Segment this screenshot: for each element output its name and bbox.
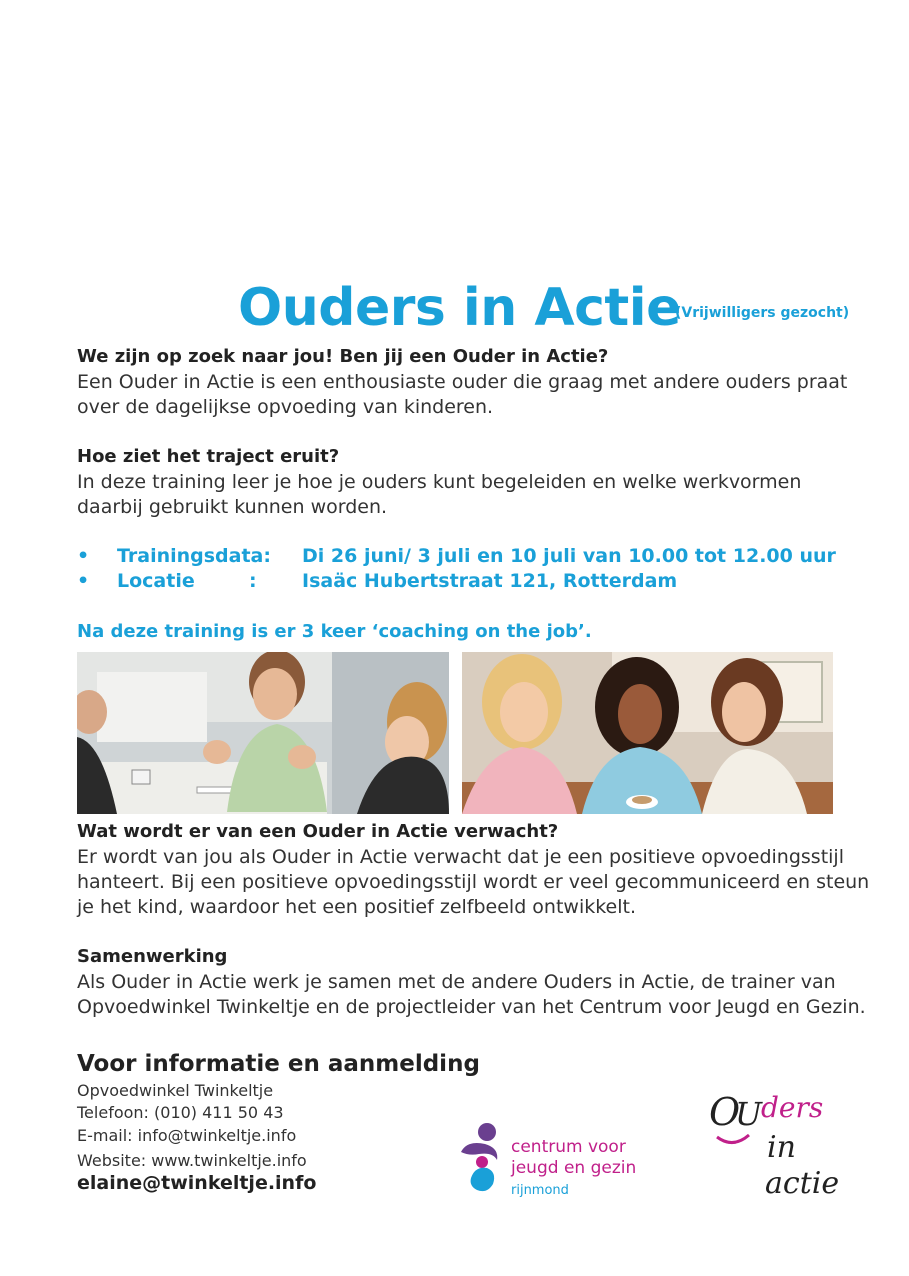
samenwerking-heading: Samenwerking (77, 946, 228, 967)
contact-phone: Telefoon: (010) 411 50 43 (77, 1103, 284, 1122)
cjg-logo-line2: jeugd en gezin (511, 1158, 637, 1178)
cjg-logo-line1: centrum voor (511, 1137, 626, 1157)
contact-heading: Voor informatie en aanmelding (77, 1051, 480, 1077)
traject-heading: Hoe ziet het traject eruit? (77, 446, 340, 467)
bullet-label-locatie: Locatie (117, 570, 195, 592)
cjg-logo-line3: rijnmond (511, 1183, 569, 1198)
contact-email: E-mail: info@twinkeltje.info (77, 1126, 297, 1145)
photo-women-coffee (462, 652, 833, 814)
traject-line: daarbij gebruikt kunnen worden. (77, 496, 388, 518)
contact-website: Website: www.twinkeltje.info (77, 1151, 307, 1170)
svg-text:actie: actie (765, 1166, 840, 1200)
photo-meeting (77, 652, 449, 814)
intro-text (77, 370, 847, 420)
cjg-logo-icon (457, 1122, 507, 1194)
intro-line: Een Ouder in Actie is een enthousiaste ouder die graag met andere ouders praat (77, 371, 848, 393)
svg-text:O: O (709, 1090, 741, 1134)
bullet-dot: • (77, 570, 90, 592)
traject-text (77, 470, 801, 520)
verwacht-line: je het kind, waardoor het een positief zelfbeeld ontwikkelt. (77, 896, 637, 918)
svg-text:ders: ders (761, 1091, 824, 1124)
samenwerking-text (77, 970, 866, 1020)
contact-email-bold: elaine@twinkeltje.info (77, 1172, 317, 1194)
page-subtitle: (Vrijwilligers gezocht) (675, 305, 850, 321)
bullet-dot: • (77, 545, 90, 567)
verwacht-heading: Wat wordt er van een Ouder in Actie verwacht? (77, 821, 559, 842)
bullet-value-trainingsdata: Di 26 juni/ 3 juli en 10 juli van 10.00 tot 12.00 uur (302, 545, 836, 567)
bullet-label-trainingsdata: Trainingsdata: (117, 545, 271, 567)
samenwerking-line: Opvoedwinkel Twinkeltje en de projectleider van het Centrum voor Jeugd en Gezin. (77, 996, 866, 1018)
verwacht-line: hanteert. Bij een positieve opvoedingsstijl wordt er veel gecommuniceerd en steun (77, 871, 870, 893)
samenwerking-line: Als Ouder in Actie werk je samen met de andere Ouders in Actie, de trainer van (77, 971, 836, 993)
coaching-note: Na deze training is er 3 keer ‘coaching on the job’. (77, 621, 592, 642)
bullet-separator: : (249, 570, 257, 592)
verwacht-text (77, 845, 869, 920)
ouders-in-actie-logo (705, 1075, 840, 1200)
traject-line: In deze training leer je hoe je ouders kunt begeleiden en welke werkvormen (77, 471, 802, 493)
page-title: Ouders in Actie (238, 278, 681, 338)
verwacht-line: Er wordt van jou als Ouder in Actie verwacht dat je een positieve opvoedingsstijl (77, 846, 844, 868)
svg-text:in: in (767, 1130, 796, 1165)
intro-line: over de dagelijkse opvoeding van kinderen. (77, 396, 494, 418)
bullet-value-locatie: Isaäc Hubertstraat 121, Rotterdam (302, 570, 678, 592)
intro-heading: We zijn op zoek naar jou! Ben jij een Ouder in Actie? (77, 346, 609, 367)
contact-organisation: Opvoedwinkel Twinkeltje (77, 1081, 274, 1100)
svg-text:U: U (735, 1095, 762, 1133)
